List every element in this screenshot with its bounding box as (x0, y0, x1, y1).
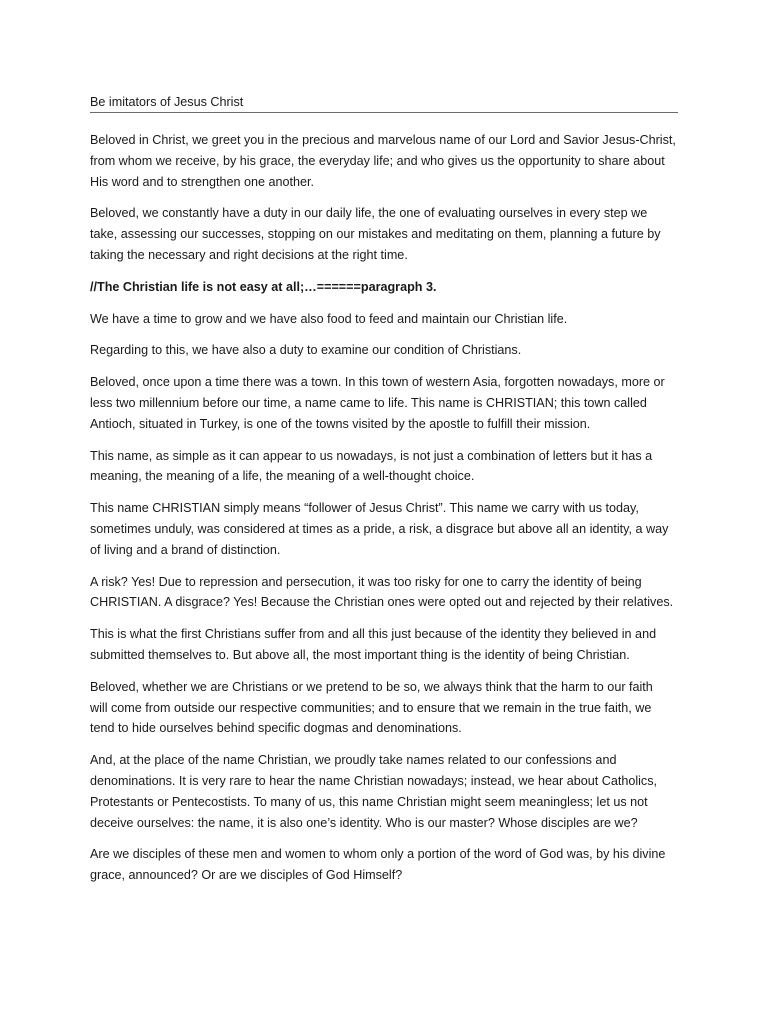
paragraph-line: We have a time to grow and we have also food to feed and maintain our Christian life. (90, 311, 568, 326)
paragraph-line: sometimes unduly, was considered at times as a pride, a risk, a disgrace but above all an identity, a way (90, 521, 669, 536)
paragraph-line: deceive ourselves: the name, it is also one’s identity. Who is our master? Whose disciples are we? (90, 815, 638, 830)
paragraph (90, 130, 678, 192)
paragraph (90, 572, 678, 614)
paragraph-line: grace, announced? Or are we disciples of God Himself? (90, 868, 403, 883)
paragraph-line: Beloved, we constantly have a duty in our daily life, the one of evaluating ourselves in every step we (90, 206, 648, 221)
paragraph (90, 203, 678, 265)
paragraph-line: This is what the first Christians suffer from and all this just because of the identity they believed in and (90, 627, 657, 642)
paragraph-line: His word and to strengthen one another. (90, 174, 315, 189)
paragraph (90, 750, 678, 833)
paragraph-line: Regarding to this, we have also a duty to examine our condition of Christians. (90, 343, 522, 358)
paragraph-line: Antioch, situated in Turkey, is one of the towns visited by the apostle to fulfill their mission. (90, 416, 591, 431)
paragraph-line: take, assessing our successes, stopping on our mistakes and meditating on them, planning a future by (90, 227, 661, 242)
paragraph-line: CHRISTIAN. A disgrace? Yes! Because the Christian ones were opted out and rejected by their relatives. (90, 595, 674, 610)
paragraph-line: taking the necessary and right decisions at the right time. (90, 247, 408, 262)
paragraph-line: Are we disciples of these men and women to whom only a portion of the word of God was, by his divine (90, 847, 666, 862)
paragraph-line: of living and a brand of distinction. (90, 542, 281, 557)
paragraph-line: Protestants or Pentecostists. To many of us, this name Christian might seem meaningless; let us not (90, 794, 648, 809)
paragraph (90, 277, 678, 298)
paragraph-line: from whom we receive, by his grace, the everyday life; and who gives us the opportunity to share about (90, 153, 665, 168)
paragraph-line: This name CHRISTIAN simply means “follower of Jesus Christ”. This name we carry with us today, (90, 501, 639, 516)
paragraph (90, 498, 678, 560)
paragraph-line: submitted themselves to. But above all, the most important thing is the identity of being Christian. (90, 647, 630, 662)
paragraph-line: This name, as simple as it can appear to us nowadays, is not just a combination of letters but it has a (90, 448, 653, 463)
paragraph-line: will come from outside our respective communities; and to ensure that we remain in the true faith, we (90, 700, 652, 715)
paragraph-line: Beloved, whether we are Christians or we pretend to be so, we always think that the harm to our faith (90, 679, 653, 694)
paragraph-line: //The Christian life is not easy at all;…======paragraph 3. (90, 279, 437, 294)
paragraph-line: Beloved, once upon a time there was a town. In this town of western Asia, forgotten nowadays, more or (90, 375, 665, 390)
paragraph (90, 624, 678, 666)
paragraph (90, 446, 678, 488)
paragraph (90, 372, 678, 434)
document-title: Be imitators of Jesus Christ (90, 94, 678, 113)
paragraph-line: Beloved in Christ, we greet you in the precious and marvelous name of our Lord and Savior Jesus-Christ, (90, 133, 676, 147)
paragraph (90, 309, 678, 330)
paragraph (90, 340, 678, 361)
paragraph-line: And, at the place of the name Christian, we proudly take names related to our confessions and (90, 753, 617, 768)
paragraph (90, 677, 678, 739)
document-body (90, 130, 678, 886)
paragraph-line: less two millennium before our time, a name came to life. This name is CHRISTIAN; this town called (90, 395, 647, 410)
paragraph-line: denominations. It is very rare to hear the name Christian nowadays; instead, we hear about Catholics, (90, 773, 658, 788)
paragraph (90, 844, 678, 886)
paragraph-line: tend to hide ourselves behind specific dogmas and denominations. (90, 721, 462, 736)
paragraph-line: A risk? Yes! Due to repression and persecution, it was too risky for one to carry the identity of being (90, 574, 642, 589)
paragraph-line: meaning, the meaning of a life, the meaning of a well-thought choice. (90, 469, 475, 484)
